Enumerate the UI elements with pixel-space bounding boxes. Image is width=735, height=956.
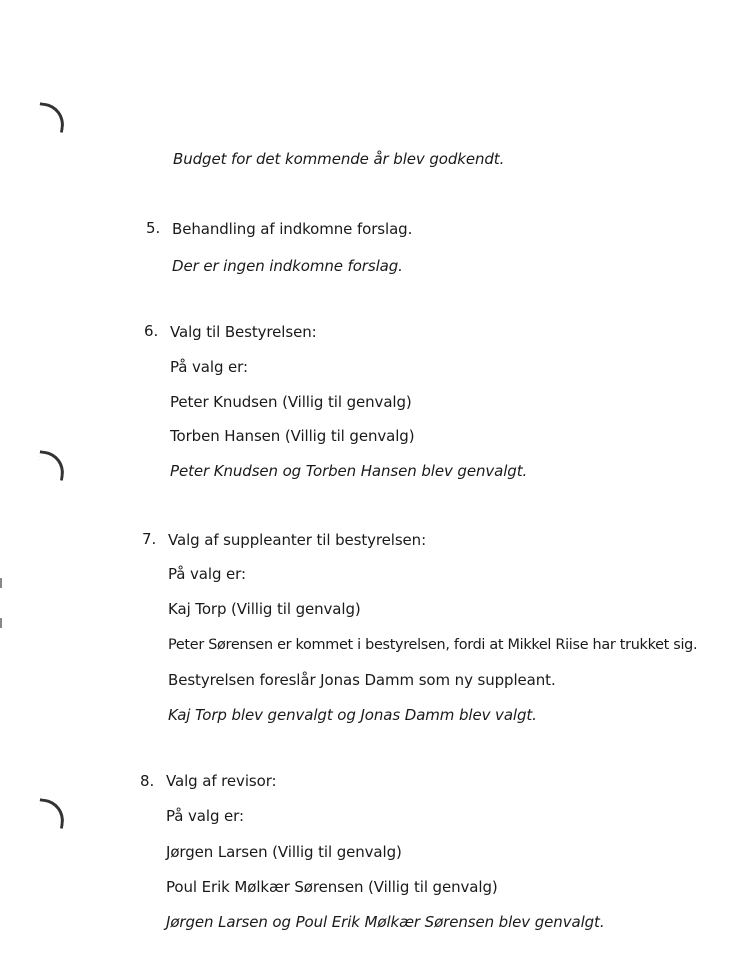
item-line: Kaj Torp (Villig til genvalg) xyxy=(168,600,361,618)
item-heading: Behandling af indkomne forslag. xyxy=(172,220,413,238)
item-number: 5. xyxy=(146,219,161,237)
item-heading: Valg til Bestyrelsen: xyxy=(170,323,317,341)
punch-hole-icon xyxy=(36,450,66,480)
budget-result: Budget for det kommende år blev godkendt. xyxy=(173,150,505,168)
item-line: Jørgen Larsen (Villig til genvalg) xyxy=(166,843,402,861)
punch-hole-icon xyxy=(36,102,66,132)
item-line: Bestyrelsen foreslår Jonas Damm som ny suppleant. xyxy=(168,671,556,689)
item-result: Der er ingen indkomne forslag. xyxy=(172,257,403,275)
punch-hole-icon xyxy=(36,798,66,828)
scan-edge-mark xyxy=(0,578,2,588)
item-result: Jørgen Larsen og Poul Erik Mølkær Sørensen blev genvalgt. xyxy=(166,913,605,931)
item-heading: Valg af revisor: xyxy=(166,772,277,790)
item-number: 7. xyxy=(142,530,157,548)
item-line: Poul Erik Mølkær Sørensen (Villig til genvalg) xyxy=(166,878,498,896)
item-line: På valg er: xyxy=(170,358,248,376)
item-result: Peter Knudsen og Torben Hansen blev genvalgt. xyxy=(170,462,528,480)
scan-edge-mark xyxy=(0,618,2,628)
item-line: Peter Sørensen er kommet i bestyrelsen, fordi at Mikkel Riise har trukket sig. xyxy=(168,637,698,653)
item-line: På valg er: xyxy=(168,565,246,583)
item-heading: Valg af suppleanter til bestyrelsen: xyxy=(168,531,427,549)
item-line: Peter Knudsen (Villig til genvalg) xyxy=(170,393,412,411)
item-result: Kaj Torp blev genvalgt og Jonas Damm blev valgt. xyxy=(168,706,537,724)
item-number: 8. xyxy=(140,772,155,790)
item-line: Torben Hansen (Villig til genvalg) xyxy=(170,427,415,445)
item-line: På valg er: xyxy=(166,807,244,825)
item-number: 6. xyxy=(144,322,159,340)
